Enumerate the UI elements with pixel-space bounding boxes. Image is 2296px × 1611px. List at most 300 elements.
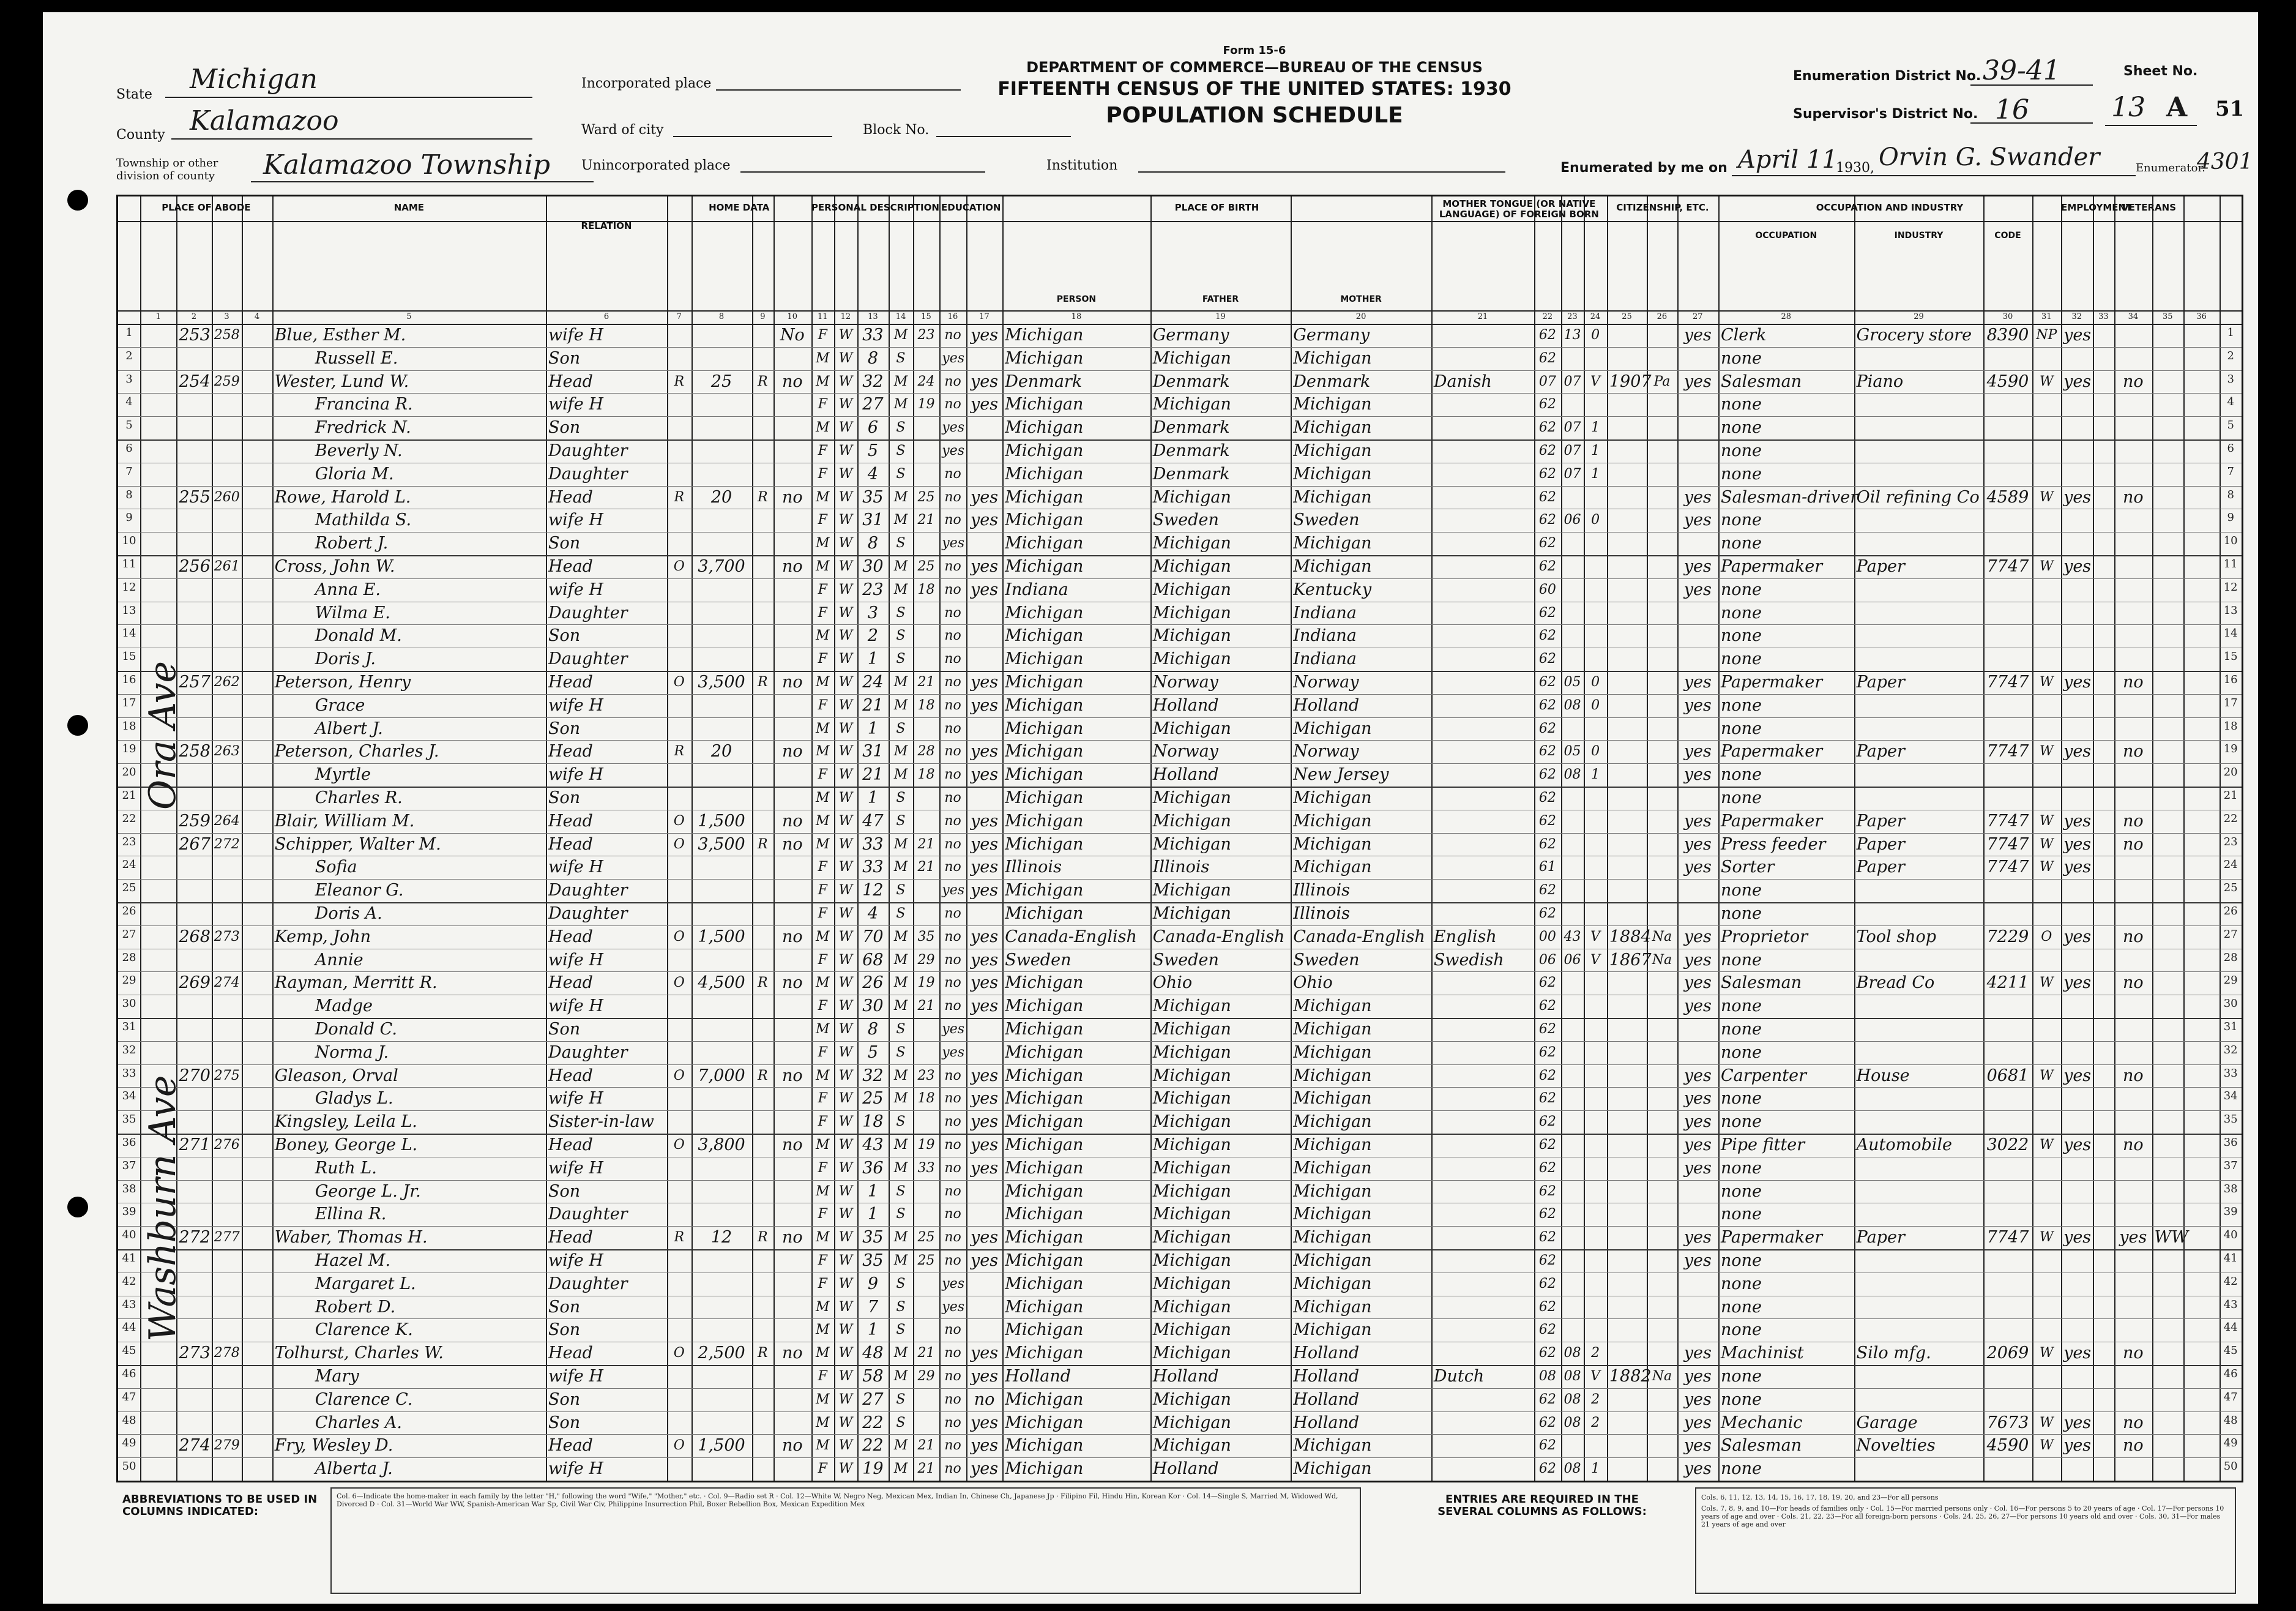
cell-bpm: Michigan [1293,441,1372,460]
cell-agem: 25 [917,559,935,574]
cell-c1: 62 [1538,350,1556,366]
cell-sch: no [944,1438,961,1454]
cell-bpm: Ohio [1293,973,1333,993]
cell-age: 8 [867,1020,879,1039]
cell-bpm: Michigan [1293,1158,1372,1178]
cell-mar: S [896,420,906,436]
cell-rel: Son [548,1413,581,1432]
cell-sex: F [818,1253,827,1268]
cell-bpm: Michigan [1293,788,1372,807]
cell-mar: M [893,373,908,389]
cell-farm: no [781,742,803,761]
cell-vet: no [2123,1066,2144,1085]
cell-bpm: Norway [1293,673,1359,692]
line-number: 12 [122,580,136,594]
line-number: 18 [2223,719,2238,733]
street-name: Ora Ave [141,660,184,810]
cell-dw: 258 [214,327,240,343]
cell-read: yes [970,742,999,761]
line-number: 42 [2223,1274,2238,1288]
cell-race: W [838,536,853,551]
cell-emp: yes [2063,742,2092,761]
township-value: Kalamazoo Township [263,149,551,181]
cell-c1: 62 [1538,1438,1556,1454]
cell-mar: S [896,1299,906,1315]
head-father: FATHER [1202,294,1239,304]
cell-sex: F [818,1276,827,1291]
cell-agem: 25 [917,1253,935,1268]
cell-name: Margaret L. [315,1274,416,1293]
cell-age: 30 [862,557,884,576]
cell-bpf: Michigan [1152,1297,1231,1317]
cell-bp: Michigan [1005,695,1084,715]
cell-age: 32 [862,372,884,391]
cell-bp: Michigan [1005,1205,1084,1224]
cell-occ: none [1720,1020,1762,1039]
cell-c1: 62 [1538,559,1556,574]
cell-sch: no [944,697,961,713]
cell-ind: Oil refining Co [1856,487,1980,507]
line-number: 21 [2223,789,2238,802]
cell-ind: Paper [1856,742,1905,761]
cell-age: 5 [867,1042,879,1062]
cell-occ: none [1720,395,1762,414]
cell-eng: yes [1683,557,1712,576]
cell-read: yes [970,1251,999,1270]
cell-race: W [838,1415,853,1430]
line-number: 32 [2223,1043,2238,1056]
cell-code: 3022 [1986,1135,2029,1154]
cell-mar: S [896,605,906,621]
cell-eng: yes [1683,372,1712,391]
cell-name: Schipper, Walter M. [274,834,441,854]
cell-bpm: Michigan [1293,1436,1372,1456]
cell-sch: no [944,675,961,690]
cell-sch: no [944,1322,961,1338]
cell-occ: Salesman-driver [1720,487,1858,507]
cell-bp: Michigan [1005,626,1084,646]
cell-mar: S [896,813,906,829]
cell-occ: none [1720,1320,1762,1340]
cell-ind: Paper [1856,673,1905,692]
cell-bpm: Michigan [1293,348,1372,368]
cell-age: 31 [862,510,884,530]
cell-code: 7747 [1986,834,2029,854]
cell-dw: 260 [214,489,240,505]
cell-bpm: Michigan [1293,464,1372,484]
cell-sch: no [944,1160,961,1176]
cell-bp: Illinois [1005,858,1062,877]
cell-val: 3,500 [698,673,745,692]
cell-farm: no [781,1066,803,1085]
cell-eng: yes [1683,1089,1712,1108]
cell-rel: wife H [548,1367,603,1386]
cell-val: 2,500 [698,1344,745,1363]
cell-bpm: Indiana [1293,603,1357,622]
cell-sex: M [816,1137,830,1153]
cell-vet: no [2123,1436,2144,1456]
cell-read: yes [970,1459,999,1479]
department-title: DEPARTMENT OF COMMERCE—BUREAU OF THE CENSUS [1026,59,1483,76]
cell-bpf: Michigan [1152,788,1231,807]
cell-sch: yes [942,350,965,366]
cell-bp: Indiana [1005,580,1068,599]
line-number: 29 [122,974,136,987]
cell-bp: Michigan [1005,996,1084,1016]
line-number: 37 [122,1159,136,1172]
cell-c3: 1 [1591,466,1600,482]
cell-age: 6 [867,418,879,438]
cell-c1: 62 [1538,489,1556,505]
cell-bpm: Michigan [1293,1020,1372,1039]
cell-nat: Na [1652,929,1672,944]
line-number: 40 [122,1228,136,1242]
cell-age: 33 [862,858,884,877]
cell-cw: W [2040,744,2054,760]
cell-bpf: Michigan [1152,1320,1231,1340]
cell-bpm: Michigan [1293,1320,1372,1340]
cell-sex: F [818,998,827,1014]
cell-agem: 21 [917,859,935,875]
cell-emp: yes [2063,858,2092,877]
cell-sch: no [944,1230,961,1246]
cell-sch: no [944,1114,961,1130]
cell-c1: 62 [1538,767,1556,783]
cell-mar: M [893,1438,908,1454]
cell-bpf: Michigan [1152,719,1231,738]
line-number: 10 [2223,534,2238,548]
group-name: NAME [393,202,425,213]
cell-name: Clarence C. [315,1389,413,1409]
cell-c1: 62 [1538,1461,1556,1477]
cell-bp: Michigan [1005,1042,1084,1062]
cell-sch: yes [942,883,965,899]
cell-rel: wife H [548,765,603,785]
cell-bp: Michigan [1005,510,1084,530]
cell-rel: wife H [548,395,603,414]
cell-dw: 259 [214,373,240,389]
entries-title: ENTRIES ARE REQUIRED IN THE SEVERAL COLUMNS AS FOLLOWS: [1437,1493,1647,1518]
cell-mar: M [893,952,908,968]
cell-sex: M [816,1299,830,1315]
cell-sex: M [816,1415,830,1430]
cell-read: yes [970,1413,999,1432]
cell-bpm: Holland [1293,1389,1360,1409]
cell-bp: Michigan [1005,395,1084,414]
cell-emp: yes [2063,487,2092,507]
cell-bpm: New Jersey [1293,765,1389,785]
cell-own: R [674,489,685,505]
cell-farm: no [781,487,803,507]
cell-farm: no [781,1436,803,1456]
cell-name: Sofia [315,858,357,877]
cell-occ: none [1720,1389,1762,1409]
cell-bpf: Holland [1152,765,1219,785]
cell-sch: no [944,859,961,875]
line-number: 13 [122,604,136,617]
cell-radio: R [758,1067,768,1083]
cell-name: Mathilda S. [315,510,412,530]
cell-mar: S [896,1114,906,1130]
cell-occ: Proprietor [1720,927,1808,946]
cell-race: W [838,350,853,366]
cell-mar: M [893,1369,908,1384]
cell-cw: W [2040,859,2054,875]
cell-sex: M [816,373,830,389]
cell-bp: Michigan [1005,487,1084,507]
cell-c1: 62 [1538,1114,1556,1130]
cell-agem: 23 [917,1067,935,1083]
cell-eng: yes [1683,742,1712,761]
state-value: Michigan [190,64,318,95]
cell-own: O [673,675,685,690]
cell-c1: 62 [1538,744,1556,760]
cell-house: 273 [179,1344,211,1363]
cell-age: 31 [862,742,884,761]
cell-ind: Paper [1856,557,1905,576]
cell-sex: F [818,952,827,968]
cell-rel: Head [548,487,593,507]
cell-occ: none [1720,603,1762,622]
cell-eng: yes [1683,326,1712,345]
cell-eng: yes [1683,580,1712,599]
cell-sex: F [818,651,827,667]
cell-rel: Head [548,557,593,576]
ward-label: Ward of city [581,122,664,138]
cell-race: W [838,581,853,597]
cell-rel: Son [548,719,581,738]
cell-mar: M [893,998,908,1014]
cell-nat: Pa [1653,373,1671,389]
line-number: 22 [122,812,136,825]
cell-age: 8 [867,348,879,368]
cell-emp: yes [2063,326,2092,345]
cell-mar: M [893,1137,908,1153]
cell-agem: 21 [917,1438,935,1454]
cell-occ: none [1720,510,1762,530]
cell-farm: no [781,927,803,946]
cell-race: W [838,1276,853,1291]
cell-mar: S [896,1206,906,1222]
cell-code: 4589 [1986,487,2029,507]
cell-sch: no [944,605,961,621]
cell-occ: Clerk [1720,326,1767,345]
cell-rel: wife H [548,695,603,715]
cell-agem: 21 [917,998,935,1014]
cell-val: 1,500 [698,811,745,831]
cell-sex: F [818,906,827,921]
cell-race: W [838,1369,853,1384]
line-number: 39 [2223,1205,2238,1219]
cell-c2: 06 [1564,512,1581,528]
cell-occ: none [1720,996,1762,1016]
line-number: 29 [2223,974,2238,987]
cell-rel: Daughter [548,881,628,900]
cell-read: yes [970,927,999,946]
cell-dw: 263 [214,744,240,760]
cell-ind: Paper [1856,858,1905,877]
cell-age: 1 [867,719,879,738]
cell-race: W [838,489,853,505]
cell-bpm: Michigan [1293,1112,1372,1132]
line-number: 20 [2223,766,2238,779]
cell-occ: none [1720,1251,1762,1270]
cell-read: yes [970,834,999,854]
cell-race: W [838,859,853,875]
cell-sex: M [816,536,830,551]
cell-read: yes [970,326,999,345]
line-number: 46 [122,1367,136,1380]
cell-emp: yes [2063,557,2092,576]
cell-radio: R [758,373,768,389]
cell-name: Charles A. [315,1413,402,1432]
cell-eng: yes [1683,765,1712,785]
cell-c1: 62 [1538,466,1556,482]
cell-sex: F [818,1206,827,1222]
cell-occ: Papermaker [1720,742,1823,761]
cell-farm: No [780,326,805,345]
cell-name: Anna E. [315,580,381,599]
cell-bp: Michigan [1005,441,1084,460]
cell-sch: no [944,1091,961,1107]
cell-sex: M [816,1022,830,1037]
cell-house: 253 [179,326,211,345]
incorporated-label: Incorporated place [581,76,712,91]
cell-race: W [838,1160,853,1176]
cell-bpf: Michigan [1152,1020,1231,1039]
cell-race: W [838,767,853,783]
cell-tongue: Dutch [1433,1367,1485,1386]
line-number: 17 [122,696,136,709]
cell-emp: yes [2063,1228,2092,1247]
supervisor-value: 16 [1995,94,2029,125]
cell-occ: Papermaker [1720,557,1823,576]
cell-age: 58 [862,1367,884,1386]
cell-house: 255 [179,487,211,507]
cell-age: 48 [862,1344,884,1363]
cell-farm: no [781,1228,803,1247]
cell-bp: Michigan [1005,1274,1084,1293]
punch-hole [67,190,88,211]
cell-read: yes [970,811,999,831]
cell-eng: yes [1683,1158,1712,1178]
cell-sex: M [816,929,830,944]
cell-mar: M [893,489,908,505]
cell-race: W [838,906,853,921]
cell-eng: yes [1683,1135,1712,1154]
cell-code: 7747 [1986,811,2029,831]
line-number: 21 [122,789,136,802]
cell-bp: Michigan [1005,326,1084,345]
cell-cw: W [2040,1415,2054,1430]
cell-name: Tolhurst, Charles W. [274,1344,444,1363]
sheet-side: A [2166,92,2188,123]
cell-vet: no [2123,372,2144,391]
cell-read: yes [970,858,999,877]
cell-vet: no [2123,811,2144,831]
institution-label: Institution [1046,158,1118,173]
cell-read: yes [970,673,999,692]
county-value: Kalamazoo [190,105,339,136]
cell-rel: wife H [548,996,603,1016]
cell-occ: Press feeder [1720,834,1826,854]
cell-age: 3 [867,603,879,622]
line-number: 38 [122,1182,136,1195]
cell-mar: S [896,1276,906,1291]
cell-bpm: Michigan [1293,487,1372,507]
cell-age: 30 [862,996,884,1016]
cell-bpm: Illinois [1293,881,1350,900]
cell-read: no [974,1389,995,1409]
cell-sch: yes [942,443,965,458]
cell-sex: M [816,813,830,829]
cell-c2: 43 [1564,929,1581,944]
cell-name: Hazel M. [315,1251,391,1270]
cell-name: Peterson, Charles J. [274,742,439,761]
group-occupation: OCCUPATION AND INDUSTRY [1816,202,1964,213]
cell-mar: M [893,512,908,528]
cell-c2: 08 [1564,1369,1581,1384]
line-number: 47 [2223,1390,2238,1404]
township-label: Township or other division of county [116,157,218,182]
line-number: 30 [2223,997,2238,1011]
cell-bpf: Michigan [1152,1205,1231,1224]
cell-name: Russell E. [315,348,398,368]
cell-val: 20 [710,742,732,761]
cell-rel: Head [548,673,593,692]
cell-agem: 18 [917,581,935,597]
line-number: 38 [2223,1182,2238,1195]
cell-cw: W [2040,836,2054,852]
line-number: 39 [122,1205,136,1219]
cell-bpf: Michigan [1152,487,1231,507]
cell-sex: F [818,767,827,783]
line-number: 5 [125,419,133,432]
cell-c3: 2 [1591,1391,1600,1407]
line-number: 32 [122,1043,136,1056]
cell-sex: F [818,397,827,413]
cell-sch: no [944,1345,961,1361]
cell-bpf: Denmark [1152,464,1230,484]
supervisor-label: Supervisor's District No. [1793,107,1978,122]
cell-house: 268 [179,927,211,946]
cell-eng: yes [1683,1112,1712,1132]
cell-radio: R [758,975,768,991]
cell-sch: no [944,1461,961,1477]
cell-c3: V [1590,952,1600,968]
cell-bp: Holland [1005,1367,1072,1386]
cell-bp: Michigan [1005,904,1084,923]
cell-name: Myrtle [315,765,371,785]
cell-emp: yes [2063,372,2092,391]
cell-mar: M [893,675,908,690]
cell-name: Blue, Esther M. [274,326,406,345]
cell-race: W [838,929,853,944]
cell-bpm: Indiana [1293,626,1357,646]
cell-rel: wife H [548,858,603,877]
cell-sch: no [944,952,961,968]
cell-bpm: Illinois [1293,904,1350,923]
cell-occ: none [1720,1112,1762,1132]
cell-rel: Son [548,1389,581,1409]
cell-c3: 0 [1591,512,1600,528]
cell-c3: 0 [1591,744,1600,760]
punch-hole [67,1197,88,1217]
cell-occ: Machinist [1720,1344,1804,1363]
cell-sch: no [944,327,961,343]
cell-occ: Mechanic [1720,1413,1803,1432]
cell-rel: Head [548,1135,593,1154]
